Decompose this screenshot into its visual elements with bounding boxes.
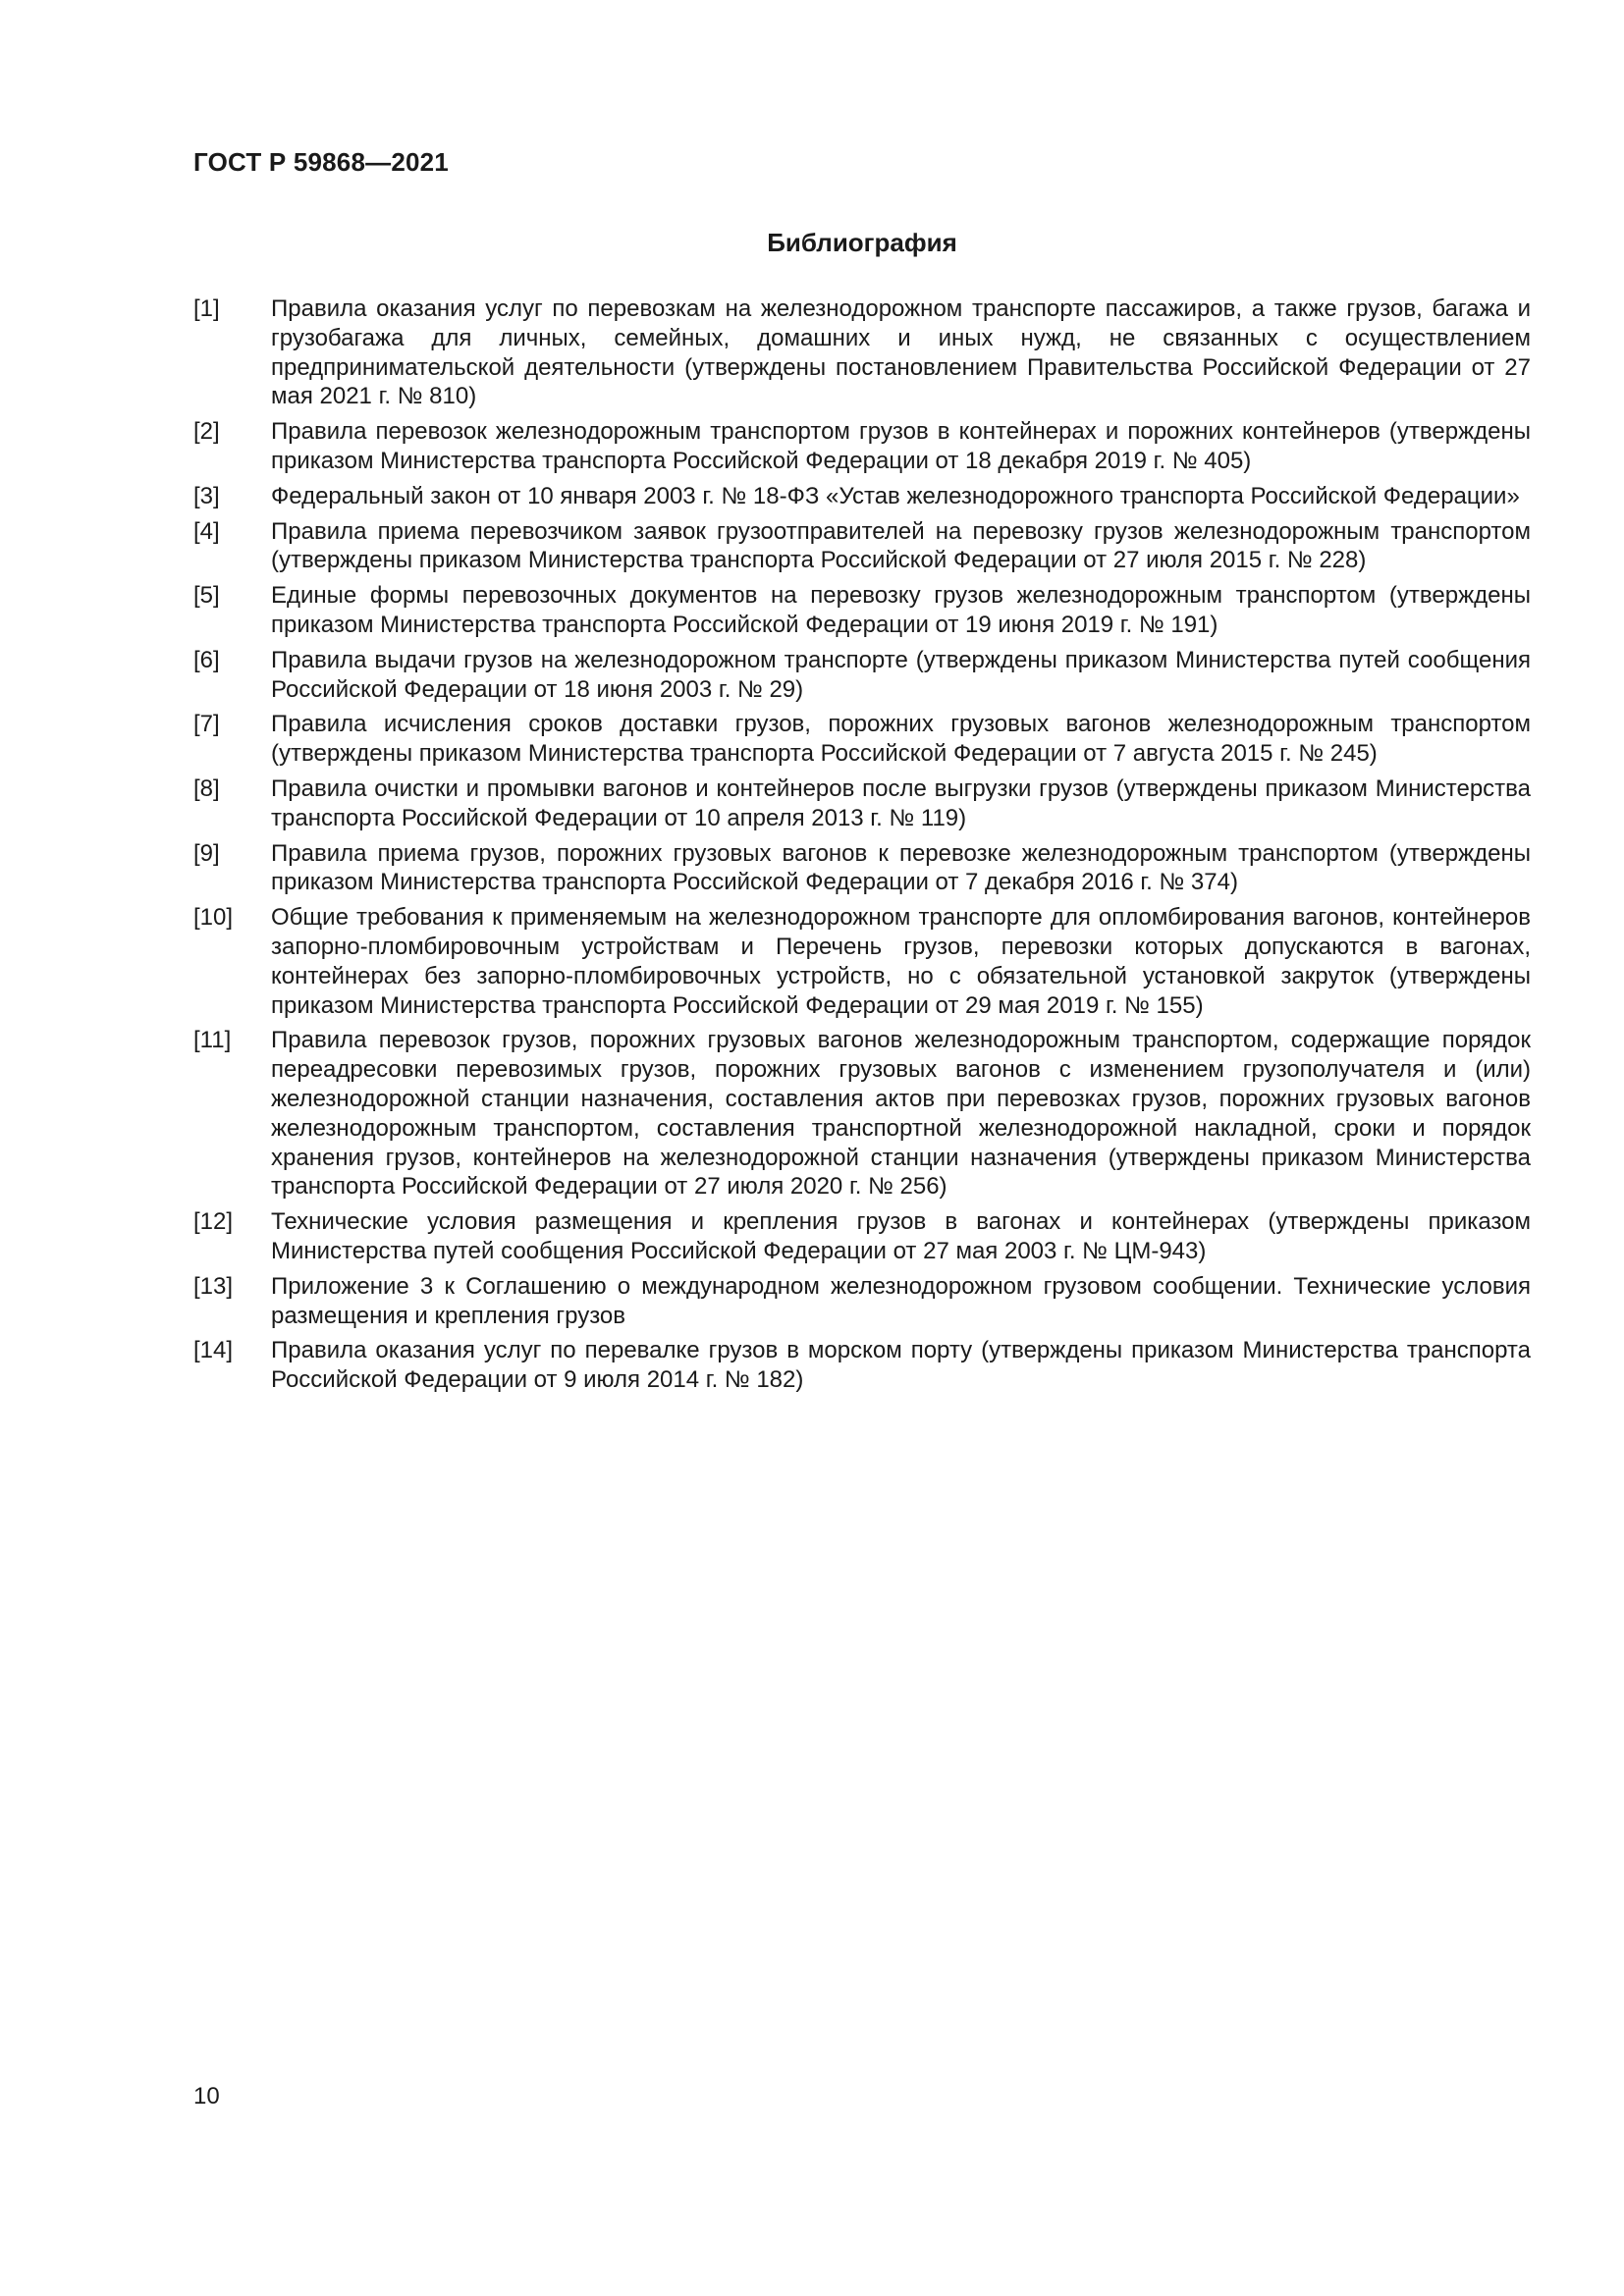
bibliography-entry (193, 774, 1531, 833)
entry-text: Федеральный закон от 10 января 2003 г. № 18-ФЗ «Устав железнодорожного транспорта Российской Федерации» (271, 482, 1520, 509)
entry-number: [12] (193, 1208, 234, 1236)
bibliography-entry (193, 581, 1531, 640)
entry-number: [7] (193, 711, 220, 738)
entry-text: Правила оказания услуг по перевозкам на железнодорожном транспорте пассажиров, а также грузов, багажа и грузобагажа для личных, семейных, домашних и иных нужд, не связанных с осуществлением предпринимательской деятельности (утверждены постановлением Правительства Российской Федерации от 27 мая 2021 г. № 810) (271, 295, 1531, 410)
entry-text: Приложение 3 к Соглашению о международном железнодорожном грузовом сообщении. Технические условия размещения и крепления грузов (271, 1272, 1531, 1329)
entry-number: [11] (193, 1027, 232, 1054)
entry-text: Правила выдачи грузов на железнодорожном транспорте (утверждены приказом Министерства путей сообщения Российской Федерации от 18 июня 2003 г. № 29) (271, 646, 1531, 703)
entry-text: Правила перевозок грузов, порожних грузовых вагонов железнодорожным транспортом, содержащие порядок переадресовки перевозимых грузов, порожних грузовых вагонов с изменением грузополучателя и (или) железнодорожной станции назначения, составления актов при перевозках грузов, порожних грузовых вагонов железнодорожным транспортом, составления транспортной железнодорожной накладной, сроки и порядок хранения грузов, контейнеров на железнодорожной станции назначения (утверждены приказом Министерства транспорта Российской Федерации от 27 июля 2020 г. № 256) (271, 1027, 1531, 1201)
page-number: 10 (193, 2083, 220, 2109)
section-title: Библиография (767, 228, 957, 257)
entry-text: Правила оказания услуг по перевалке грузов в морском порту (утверждены приказом Министерства транспорта Российской Федерации от 9 июля 2014 г. № 182) (271, 1337, 1531, 1394)
entry-number: [4] (193, 517, 220, 545)
entry-number: [8] (193, 774, 220, 802)
bibliography-entry (193, 1207, 1531, 1266)
bibliography-entry (193, 646, 1531, 705)
document-code-header: ГОСТ Р 59868—2021 (193, 147, 449, 177)
entry-number: [14] (193, 1337, 234, 1364)
entry-text: Правила приема грузов, порожних грузовых вагонов к перевозке железнодорожным транспортом (утверждены приказом Министерства транспорта Российской Федерации от 7 декабря 2016 г. № 374) (271, 839, 1531, 896)
bibliography-entry (193, 903, 1531, 1020)
entry-text: Правила очистки и промывки вагонов и контейнеров после выгрузки грузов (утверждены приказом Министерства транспорта Российской Федерации от 10 апреля 2013 г. № 119) (271, 774, 1531, 831)
entry-number: [1] (193, 295, 220, 322)
entry-text: Правила перевозок железнодорожным транспортом грузов в контейнерах и порожних контейнеров (утверждены приказом Министерства транспорта Российской Федерации от 18 декабря 2019 г. № 405) (271, 418, 1531, 474)
bibliography-entry (193, 294, 1531, 411)
entry-text: Правила приема перевозчиком заявок грузоотправителей на перевозку грузов железнодорожным транспортом (утверждены приказом Министерства транспорта Российской Федерации от 27 июля 2015 г. № 228) (271, 517, 1531, 574)
bibliography-entry (193, 1272, 1531, 1331)
entry-number: [5] (193, 582, 220, 610)
bibliography-entry (193, 517, 1531, 576)
entry-number: [6] (193, 646, 220, 673)
entry-number: [10] (193, 904, 234, 932)
bibliography-entry (193, 1026, 1531, 1201)
entry-number: [9] (193, 839, 220, 867)
bibliography-entry (193, 839, 1531, 898)
entry-number: [3] (193, 482, 220, 509)
entry-text: Технические условия размещения и крепления грузов в вагонах и контейнерах (утверждены приказом Министерства путей сообщения Российской Федерации от 27 мая 2003 г. № ЦМ-943) (271, 1208, 1531, 1264)
bibliography-entry (193, 482, 1531, 511)
entry-text: Правила исчисления сроков доставки грузов, порожних грузовых вагонов железнодорожным транспортом (утверждены приказом Министерства транспорта Российской Федерации от 7 августа 2015 г. № 245) (271, 711, 1531, 768)
bibliography-list (193, 294, 1531, 1401)
bibliography-entry (193, 1336, 1531, 1395)
bibliography-entry (193, 710, 1531, 769)
entry-text: Единые формы перевозочных документов на перевозку грузов железнодорожным транспортом (утверждены приказом Министерства транспорта Российской Федерации от 19 июня 2019 г. № 191) (271, 582, 1531, 638)
entry-number: [2] (193, 418, 220, 446)
bibliography-entry (193, 417, 1531, 476)
entry-text: Общие требования к применяемым на железнодорожном транспорте для опломбирования вагонов, контейнеров запорно-пломбировочным устройствам и Перечень грузов, перевозки которых допускаются в вагонах, контейнерах без запорно-пломбировочных устройств, но с обязательной установкой закруток (утверждены приказом Министерства транспорта Российской Федерации от 29 мая 2019 г. № 155) (271, 904, 1531, 1019)
entry-number: [13] (193, 1272, 234, 1300)
